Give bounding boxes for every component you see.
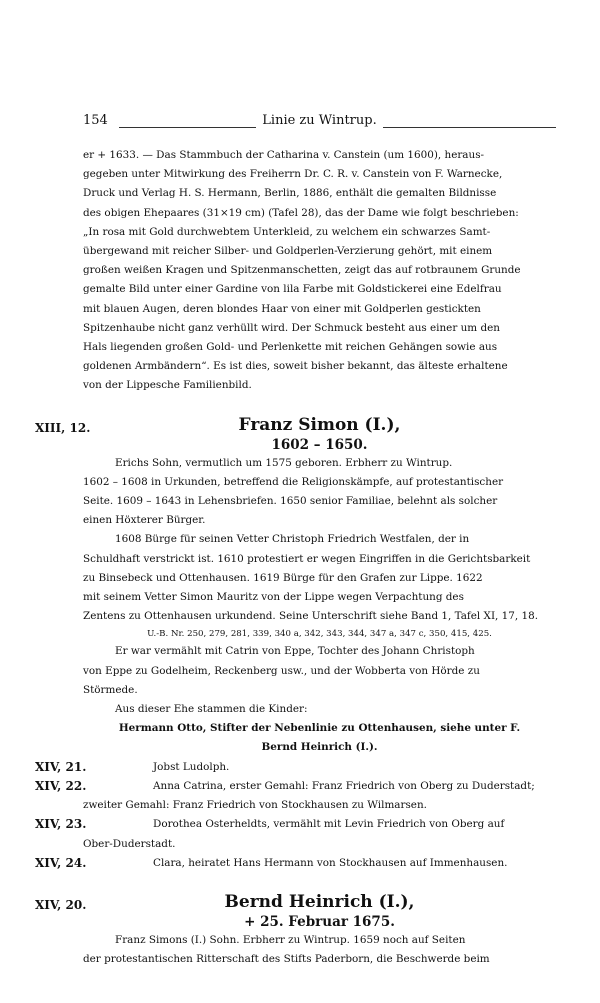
text-line: Druck und Verlag H. S. Hermann, Berlin, 1886, enthält die gemalten Bildnisse	[83, 187, 497, 200]
genealogy-reference: XIII, 12.	[35, 420, 91, 435]
person-name: Bernd Heinrich (I.),	[224, 891, 415, 912]
text-line: er + 1633. — Das Stammbuch der Catharina v. Canstein (um 1600), heraus-	[83, 149, 485, 161]
text-line: mit blauen Augen, deren blondes Haar von einer mit Goldperlen gestickten	[83, 302, 481, 315]
section-heading	[83, 891, 556, 931]
text-line: des obigen Ehepaares (31×19 cm) (Tafel 28), das der Dame wie folgt beschrieben:	[83, 206, 519, 219]
child-text: Anna Catrina, erster Gemahl: Franz Friedrich von Oberg zu Duderstadt;	[153, 779, 535, 792]
text-line: der protestantischen Ritterschaft des Stifts Paderborn, die Beschwerde beim	[83, 953, 490, 966]
child-hermann-otto: Hermann Otto, Stifter der Nebenlinie zu Ottenhausen, siehe unter F.	[118, 722, 521, 735]
genealogy-reference: XIV, 23.	[35, 817, 87, 832]
text-line: goldenen Armbändern“. Es ist dies, soweit bisher bekannt, das älteste erhaltene	[83, 360, 508, 373]
text-line: von der Lippesche Familienbild.	[83, 379, 252, 392]
marriage-paragraph	[83, 642, 556, 700]
text-line: Seite. 1609 – 1643 in Lehensbriefen. 1650 senior Familiae, belehnt als solcher	[83, 495, 498, 508]
genealogy-reference: XIV, 22.	[35, 778, 87, 793]
text-line: Hals liegenden großen Gold- und Perlenkette mit reichen Gehängen sowie aus	[83, 341, 498, 354]
text-line: einen Höxterer Bürger.	[83, 514, 206, 527]
child-text-continued: zweiter Gemahl: Franz Friedrich von Stockhausen zu Wilmarsen.	[83, 799, 427, 812]
genealogy-reference: XIV, 24.	[35, 855, 87, 870]
text-line: Erichs Sohn, vermutlich um 1575 geboren. Erbherr zu Wintrup.	[115, 456, 453, 469]
section-franz-simon	[35, 414, 556, 873]
running-header	[83, 113, 556, 131]
text-line: zu Binsebeck und Ottenhausen. 1619 Bürge für den Grafen zur Lippe. 1622	[83, 571, 483, 584]
text-line: 1608 Bürge für seinen Vetter Christoph Friedrich Westfalen, der in	[115, 533, 470, 546]
life-dates: + 25. Februar 1675.	[244, 913, 395, 930]
genealogy-reference: XIV, 21.	[35, 759, 87, 774]
text-line: Schuldhaft verstrickt ist. 1610 protestiert er wegen Eingriffen in die Gerichtsbarkeit	[83, 552, 531, 565]
text-line: gemalte Bild unter einer Gardine von lila Farbe mit Goldstickerei eine Edelfrau	[83, 283, 502, 296]
children-intro: Aus dieser Ehe stammen die Kinder:	[115, 703, 308, 716]
text-line: Spitzenhaube nicht ganz verhüllt wird. Der Schmuck besteht aus einer um den	[83, 321, 500, 334]
text-line: 1602 – 1608 in Urkunden, betreffend die Religionskämpfe, auf protestantischer	[83, 475, 504, 488]
text-line: gegeben unter Mitwirkung des Freiherrn Dr. C. R. v. Canstein von F. Warnecke,	[83, 168, 503, 181]
biography-paragraph	[83, 530, 556, 626]
person-name: Franz Simon (I.),	[238, 414, 401, 435]
section-heading	[83, 414, 556, 454]
child-text: Jobst Ludolph.	[153, 760, 230, 773]
section-bernd-heinrich	[35, 891, 556, 969]
text-line: übergewand mit reicher Silber- und Goldperlen-Verzierung gehört, mit einem	[83, 245, 493, 258]
child-entry	[35, 758, 556, 777]
child-bernd-heinrich: Bernd Heinrich (I.).	[261, 741, 378, 754]
biography-paragraph	[83, 454, 556, 531]
text-line: Franz Simons (I.) Sohn. Erbherr zu Wintrup. 1659 noch auf Seiten	[115, 933, 466, 946]
child-text-continued: Ober-Duderstadt.	[83, 837, 176, 850]
text-line: mit seinem Vetter Simon Mauritz von der Lippe wegen Verpachtung des	[83, 591, 464, 604]
child-entry	[35, 777, 556, 796]
intro-paragraph	[83, 146, 556, 396]
text-line: Er war vermählt mit Catrin von Eppe, Tochter des Johann Christoph	[115, 645, 475, 658]
child-entry	[35, 815, 556, 834]
child-text: Clara, heiratet Hans Hermann von Stockhausen auf Immenhausen.	[153, 856, 508, 869]
running-title: Linie zu Wintrup.	[256, 113, 382, 128]
text-line: von Eppe zu Godelheim, Reckenberg usw., und der Wobberta von Hörde zu	[83, 664, 480, 677]
page-number: 154	[83, 113, 112, 129]
child-entry	[35, 854, 556, 873]
text-line: Störmede.	[83, 683, 138, 696]
document-references: U.-B. Nr. 250, 279, 281, 339, 340 a, 342, 343, 344, 347 a, 347 c, 350, 415, 425.	[147, 629, 492, 640]
text-line: „In rosa mit Gold durchwebtem Unterkleid, zu welchem ein schwarzes Samt-	[83, 225, 491, 238]
text-line: Zentens zu Ottenhausen urkundend. Seine Unterschrift siehe Band 1, Tafel XI, 17, 18.	[83, 610, 539, 623]
biography-paragraph	[83, 931, 556, 969]
life-dates: 1602 – 1650.	[271, 436, 368, 453]
page-body	[35, 146, 556, 969]
text-line: großen weißen Kragen und Spitzenmanschetten, zeigt das auf rotbraunem Grunde	[83, 264, 521, 277]
genealogy-reference: XIV, 20.	[35, 897, 87, 912]
child-text: Dorothea Osterheldts, vermählt mit Levin Friedrich von Oberg auf	[153, 818, 505, 831]
